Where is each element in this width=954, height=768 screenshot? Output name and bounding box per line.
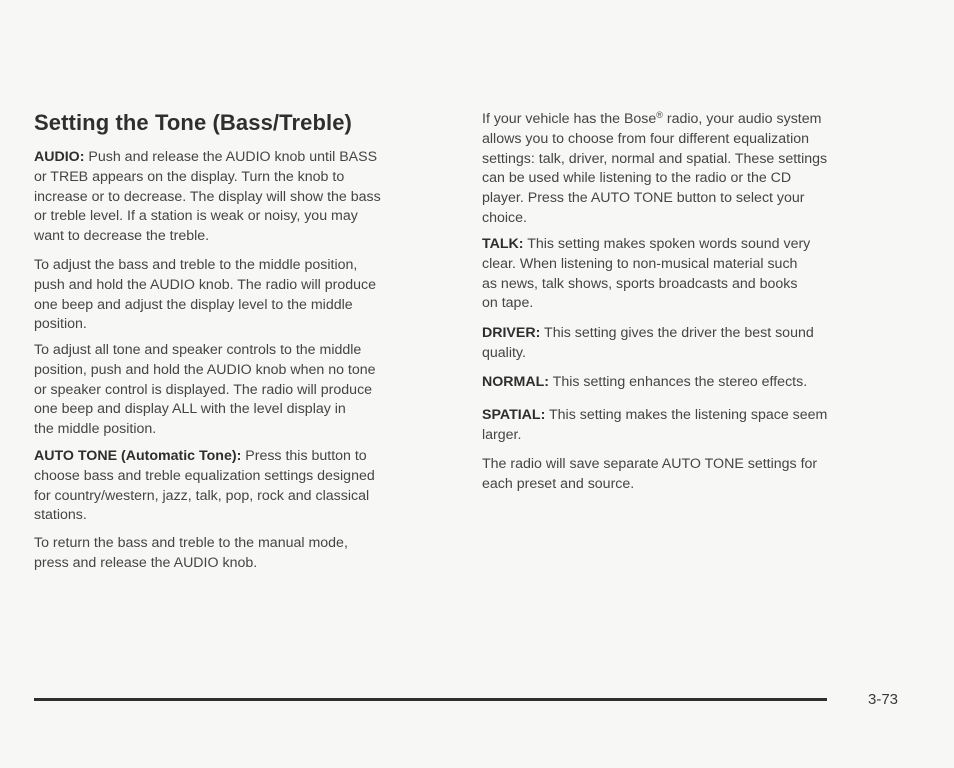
bose-intro-paragraph — [482, 110, 902, 229]
talk-paragraph — [482, 235, 902, 314]
auto-tone-text: Press this button to choose bass and treble equalization settings designed for country/western, jazz, talk, pop, rock and classical stations. — [34, 448, 375, 524]
spatial-paragraph — [482, 406, 902, 446]
bose-intro-text-b: radio, your audio system allows you to choose from four different equalization settings: talk, driver, normal and spatial. These settings can be used while listening to the radio or the CD player. Press the AUTO TONE button to select your choice. — [482, 111, 828, 226]
audio-paragraph — [34, 148, 449, 247]
auto-tone-term: AUTO TONE (Automatic Tone): — [34, 448, 242, 464]
normal-text: This setting enhances the stereo effects. — [552, 374, 808, 390]
all-controls-paragraph: To adjust all tone and speaker controls to the middle position, push and hold the AUDIO knob when no tone or speaker control is displayed. The radio will produce one beep and display ALL with the level display in the middle position. — [34, 342, 376, 438]
normal-term: NORMAL: — [482, 374, 549, 390]
spatial-term: SPATIAL: — [482, 407, 546, 423]
driver-paragraph — [482, 324, 902, 364]
normal-paragraph — [482, 373, 902, 393]
driver-term: DRIVER: — [482, 325, 541, 341]
section-title: Setting the Tone (Bass/Treble) — [34, 110, 352, 135]
footer-rule — [34, 698, 827, 701]
save-settings-paragraph: The radio will save separate AUTO TONE settings for each preset and source. — [482, 456, 818, 492]
auto-tone-paragraph — [34, 447, 449, 526]
registered-mark: ® — [656, 110, 663, 120]
page-number: 3-73 — [868, 691, 899, 708]
bose-intro-text-a: If your vehicle has the Bose — [482, 111, 657, 127]
middle-position-paragraph: To adjust the bass and treble to the middle position, push and hold the AUDIO knob. The radio will produce one beep and adjust the display level to the middle position. — [34, 257, 377, 333]
audio-text: Push and release the AUDIO knob until BASS or TREB appears on the display. Turn the knob to increase or to decrease. The display will show the bass or treble level. If a station is weak or noisy, you may want to decrease the treble. — [34, 149, 381, 245]
spatial-text: This setting makes the listening space seem larger. — [482, 407, 828, 443]
talk-text: This setting makes spoken words sound very clear. When listening to non-musical material such as news, talk shows, sports broadcasts and books on tape. — [482, 236, 811, 312]
return-manual-paragraph: To return the bass and treble to the manual mode, press and release the AUDIO knob. — [34, 535, 348, 571]
talk-term: TALK: — [482, 236, 524, 252]
audio-term: AUDIO: — [34, 149, 85, 165]
driver-text: This setting gives the driver the best sound quality. — [482, 325, 814, 361]
